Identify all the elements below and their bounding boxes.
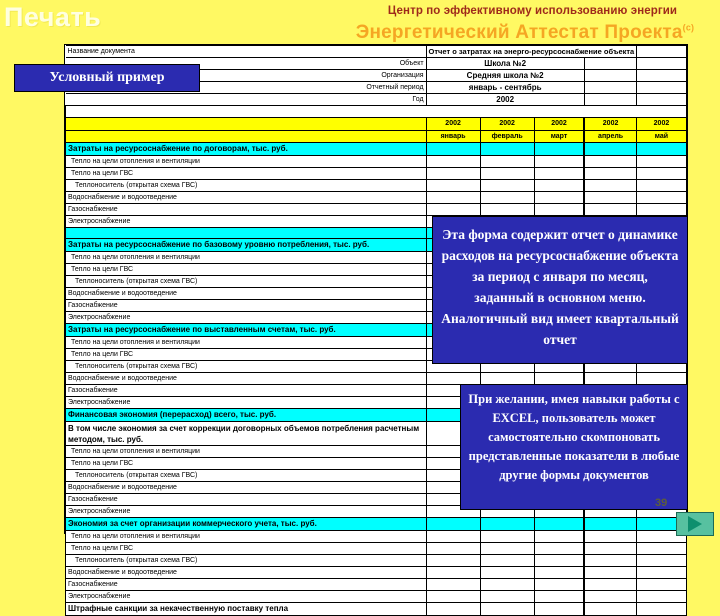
column-month: май (636, 131, 686, 143)
cell[interactable] (534, 180, 584, 192)
cell[interactable] (584, 192, 636, 204)
cell[interactable] (584, 82, 636, 94)
form-value[interactable]: Отчет о затратах на энерго-ресурсоснабжение объекта (426, 46, 636, 58)
cell[interactable] (534, 373, 584, 385)
cell[interactable] (426, 143, 480, 156)
band (66, 228, 427, 239)
table-row (66, 373, 687, 385)
row-label: Тепло на цели ГВС (66, 458, 427, 470)
form-value[interactable]: Школа №2 (426, 58, 584, 70)
row-label: Водоснабжение и водоотведение (66, 288, 427, 300)
cell[interactable] (584, 156, 636, 168)
section-title: Финансовая экономия (перерасход) всего, тыс. руб. (66, 409, 427, 422)
cell[interactable] (480, 168, 534, 180)
spacer-row (66, 106, 687, 118)
callout-excel-info: При желании, имея навыки работы с EXCEL, пользователь может самостоятельно скомпоновать представленные показатели в любые другие формы документов (460, 384, 688, 510)
table-row (66, 579, 687, 591)
cell[interactable] (584, 591, 636, 603)
cell[interactable] (534, 156, 584, 168)
cell[interactable] (534, 567, 584, 579)
cell[interactable] (636, 555, 686, 567)
cell[interactable] (426, 180, 480, 192)
form-value[interactable]: Средняя школа №2 (426, 70, 584, 82)
row-label: Тепло на цели отопления и вентиляции (66, 531, 427, 543)
cell[interactable] (584, 180, 636, 192)
row-label: Тепло на цели отопления и вентиляции (66, 337, 427, 349)
form-label: Название документа (66, 46, 427, 58)
column-header-year-row (66, 118, 687, 131)
row-label: Электроснабжение (66, 506, 427, 518)
callout-example: Условный пример (14, 64, 200, 92)
row-label: Тепло на цели ГВС (66, 349, 427, 361)
row-label: Теплоноситель (открытая схема ГВС) (66, 555, 427, 567)
table-row (66, 204, 687, 216)
cell[interactable] (636, 46, 686, 58)
column-year: 2002 (480, 118, 534, 131)
table-row (66, 168, 687, 180)
column-month: январь (426, 131, 480, 143)
cell[interactable] (534, 143, 584, 156)
cell[interactable] (480, 143, 534, 156)
cell[interactable] (426, 204, 480, 216)
row-label: Газоснабжение (66, 579, 427, 591)
row-label: Тепло на цели отопления и вентиляции (66, 252, 427, 264)
section-header-row (66, 143, 687, 156)
row-label: Газоснабжение (66, 385, 427, 397)
cell[interactable] (636, 192, 686, 204)
cell[interactable] (426, 567, 480, 579)
column-year: 2002 (534, 118, 584, 131)
table-row (66, 180, 687, 192)
cell[interactable] (426, 603, 480, 616)
cell[interactable] (534, 543, 584, 555)
cell[interactable] (584, 204, 636, 216)
cell[interactable] (426, 591, 480, 603)
penalty-row (66, 603, 687, 616)
column-month: март (534, 131, 584, 143)
table-row (66, 192, 687, 204)
cell[interactable] (584, 373, 636, 385)
cell[interactable] (480, 192, 534, 204)
spacer (66, 106, 687, 118)
cell[interactable] (636, 567, 686, 579)
cell[interactable] (636, 543, 686, 555)
row-label: Теплоноситель (открытая схема ГВС) (66, 180, 427, 192)
note-label: В том числе экономия за счет коррекции договорных объемов потребления расчетным методом, тыс. руб. (66, 422, 427, 446)
penalty-label: Штрафные санкции за некачественную поставку тепла (66, 603, 427, 616)
cell[interactable] (426, 156, 480, 168)
copyright-mark: (с) (682, 22, 695, 33)
cell[interactable] (480, 180, 534, 192)
section-header-row (66, 518, 687, 531)
table-row (66, 591, 687, 603)
center-organization-title: Центр по эффективному использованию энергии (387, 5, 678, 17)
cell[interactable] (426, 192, 480, 204)
form-label: Год (66, 94, 427, 106)
cell[interactable] (636, 204, 686, 216)
column-header-month-row (66, 131, 687, 143)
row-label: Теплоноситель (открытая схема ГВС) (66, 361, 427, 373)
cell[interactable] (426, 579, 480, 591)
row-label: Электроснабжение (66, 312, 427, 324)
cell[interactable] (534, 555, 584, 567)
cell[interactable] (584, 58, 636, 70)
form-label: Объект (66, 58, 427, 70)
cell[interactable] (584, 579, 636, 591)
row-label: Водоснабжение и водоотведение (66, 567, 427, 579)
cell[interactable] (426, 531, 480, 543)
row-label: Тепло на цели ГВС (66, 264, 427, 276)
cell[interactable] (584, 531, 636, 543)
cell[interactable] (480, 591, 534, 603)
row-label: Газоснабжение (66, 300, 427, 312)
row-label: Тепло на цели ГВС (66, 168, 427, 180)
column-year: 2002 (636, 118, 686, 131)
cell[interactable] (584, 603, 636, 616)
column-month: апрель (584, 131, 636, 143)
cell[interactable] (636, 70, 686, 82)
cell[interactable] (534, 192, 584, 204)
attestat-title (330, 22, 720, 44)
cell[interactable] (584, 518, 636, 531)
cell[interactable] (480, 567, 534, 579)
cell[interactable] (534, 579, 584, 591)
cell[interactable] (636, 579, 686, 591)
cell[interactable] (636, 82, 686, 94)
play-triangle-icon (688, 516, 702, 532)
cell[interactable] (636, 373, 686, 385)
cell[interactable] (426, 373, 480, 385)
cell[interactable] (584, 143, 636, 156)
section-title: Экономия за счет организации коммерческого учета, тыс. руб. (66, 518, 427, 531)
row-label: Теплоноситель (открытая схема ГВС) (66, 470, 427, 482)
cell[interactable] (636, 156, 686, 168)
corner-cell (66, 131, 427, 143)
row-label: Газоснабжение (66, 204, 427, 216)
column-year: 2002 (426, 118, 480, 131)
next-slide-button[interactable] (676, 512, 714, 536)
cell[interactable] (426, 168, 480, 180)
table-row (66, 555, 687, 567)
cell[interactable] (480, 518, 534, 531)
section-title: Затраты на ресурсоснабжение по базовому уровню потребления, тыс. руб. (66, 239, 427, 252)
row-label: Теплоноситель (открытая схема ГВС) (66, 276, 427, 288)
cell[interactable] (636, 94, 686, 106)
row-label: Электроснабжение (66, 216, 427, 228)
row-label: Электроснабжение (66, 591, 427, 603)
cell[interactable] (636, 58, 686, 70)
table-row (66, 156, 687, 168)
cell[interactable] (480, 579, 534, 591)
cell[interactable] (426, 518, 480, 531)
form-value[interactable]: 2002 (426, 94, 584, 106)
slide-number: 39 (655, 497, 668, 509)
form-row (66, 94, 687, 106)
table-row (66, 567, 687, 579)
cell[interactable] (480, 603, 534, 616)
form-label: Отчетный период (66, 82, 427, 94)
cell[interactable] (584, 567, 636, 579)
cell[interactable] (584, 168, 636, 180)
left-gutter (0, 44, 64, 540)
corner-cell (66, 118, 427, 131)
cell[interactable] (534, 531, 584, 543)
section-title: Затраты на ресурсоснабжение по выставленным счетам, тыс. руб. (66, 324, 427, 337)
cell[interactable] (636, 180, 686, 192)
form-row (66, 46, 687, 58)
table-row (66, 543, 687, 555)
cell[interactable] (480, 204, 534, 216)
cell[interactable] (636, 603, 686, 616)
cell[interactable] (534, 603, 584, 616)
row-label: Тепло на цели отопления и вентиляции (66, 446, 427, 458)
cell[interactable] (636, 591, 686, 603)
cell[interactable] (480, 555, 534, 567)
cell[interactable] (584, 70, 636, 82)
cell[interactable] (534, 591, 584, 603)
row-label: Водоснабжение и водоотведение (66, 482, 427, 494)
cell[interactable] (480, 373, 534, 385)
row-label: Тепло на цели ГВС (66, 543, 427, 555)
cell[interactable] (534, 168, 584, 180)
form-label: Организация (66, 70, 427, 82)
cell[interactable] (480, 156, 534, 168)
column-month: февраль (480, 131, 534, 143)
row-label: Газоснабжение (66, 494, 427, 506)
cell[interactable] (584, 94, 636, 106)
column-year: 2002 (584, 118, 636, 131)
cell[interactable] (636, 143, 686, 156)
cell[interactable] (426, 555, 480, 567)
cell[interactable] (480, 543, 534, 555)
cell[interactable] (480, 531, 534, 543)
form-value[interactable]: январь - сентябрь (426, 82, 584, 94)
cell[interactable] (584, 543, 636, 555)
print-title: Печать (4, 2, 102, 32)
row-label: Электроснабжение (66, 397, 427, 409)
cell[interactable] (636, 168, 686, 180)
cell[interactable] (534, 518, 584, 531)
row-label: Водоснабжение и водоотведение (66, 373, 427, 385)
section-title: Затраты на ресурсоснабжение по договорам, тыс. руб. (66, 143, 427, 156)
table-row (66, 531, 687, 543)
cell[interactable] (584, 555, 636, 567)
attestat-title-text: Энергетический Аттестат Проекта (355, 22, 683, 43)
row-label: Тепло на цели отопления и вентиляции (66, 156, 427, 168)
callout-form-info: Эта форма содержит отчет о динамике расходов на ресурсоснабжение объекта за период с января по месяц, заданный в основном меню. Аналогичный вид имеет квартальный отчет (432, 216, 688, 364)
row-label: Водоснабжение и водоотведение (66, 192, 427, 204)
cell[interactable] (426, 543, 480, 555)
cell[interactable] (534, 204, 584, 216)
